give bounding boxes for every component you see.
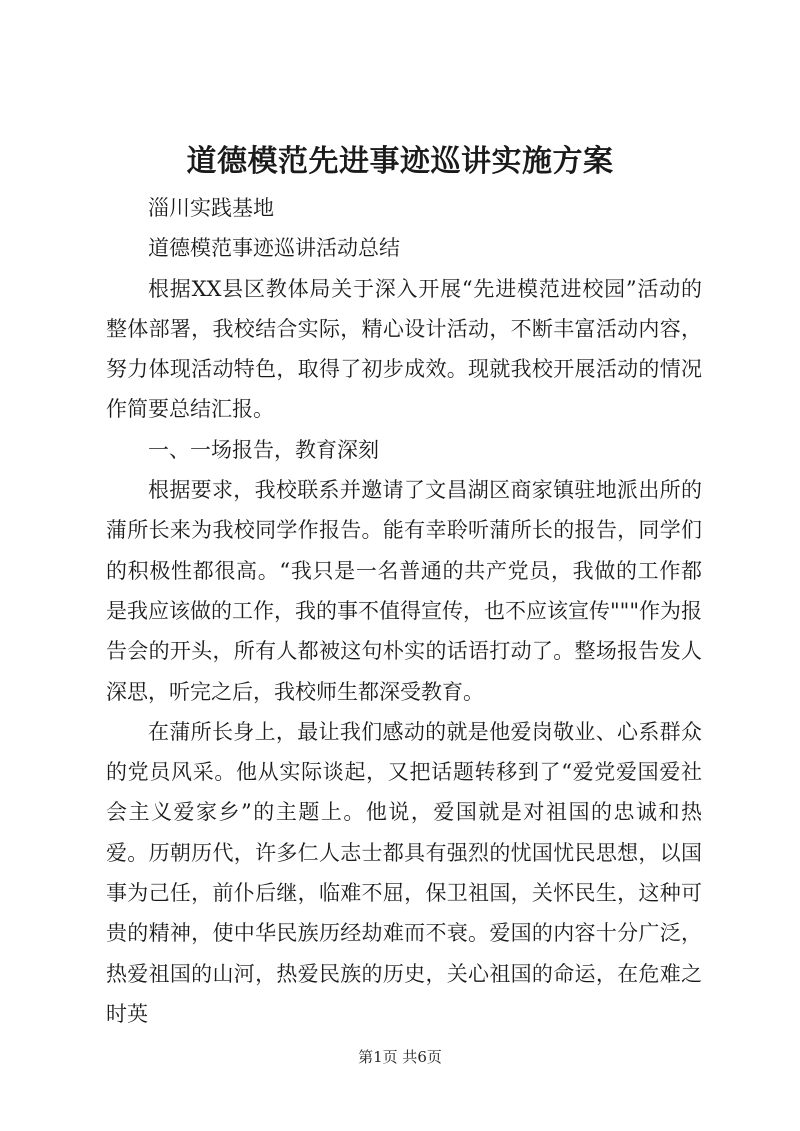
paragraph-subtitle-location: 淄川实践基地 xyxy=(148,196,274,220)
page-number-footer: 第1页 共6页 xyxy=(358,1048,442,1066)
paragraph-subtitle-activity: 道德模范事迹巡讲活动总结 xyxy=(148,236,400,261)
document-title: 道德模范先进事迹巡讲实施方案 xyxy=(186,144,614,179)
section-heading-1: 一、一场报告，教育深刻 xyxy=(148,437,379,462)
paragraph-report: 根据要求，我校联系并邀请了文昌湖区商家镇驻地派出所的蒲所长来为我校同学作报告。能有幸聆听蒲所长的报告，同学们的积极性都很高。“我只是一名普通的共产党员，我做的工作都是我应该做的工作，我的事不值得宣传，也不应该宣传"""作为报告会的开头，所有人都被这句朴实的话语打动了。整场报告发人深思，听完之后，我校师生都深受教育。 xyxy=(106,478,702,704)
document-body xyxy=(106,188,702,1034)
paragraph-patriotism: 在蒲所长身上，最让我们感动的就是他爱岗敬业、心系群众的党员风采。他从实际谈起，又把话题转移到了“爱党爱国爱社会主义爱家乡”的主题上。他说，爱国就是对祖国的忠诚和热爱。历朝历代，许多仁人志士都具有强烈的忧国忧民思想，以国事为己任，前仆后继，临难不屈，保卫祖国，关怀民生，这种可贵的精神，使中华民族历经劫难而不衰。爱国的内容十分广泛，热爱祖国的山河，热爱民族的历史，关心祖国的命运，在危难之时英 xyxy=(106,719,702,1026)
paragraph-intro: 根据XX县区教体局关于深入开展“先进模范进校园”活动的整体部署，我校结合实际，精心设计活动，不断丰富活动内容，努力体现活动特色，取得了初步成效。现就我校开展活动的情况作简要总结汇报。 xyxy=(106,276,702,422)
